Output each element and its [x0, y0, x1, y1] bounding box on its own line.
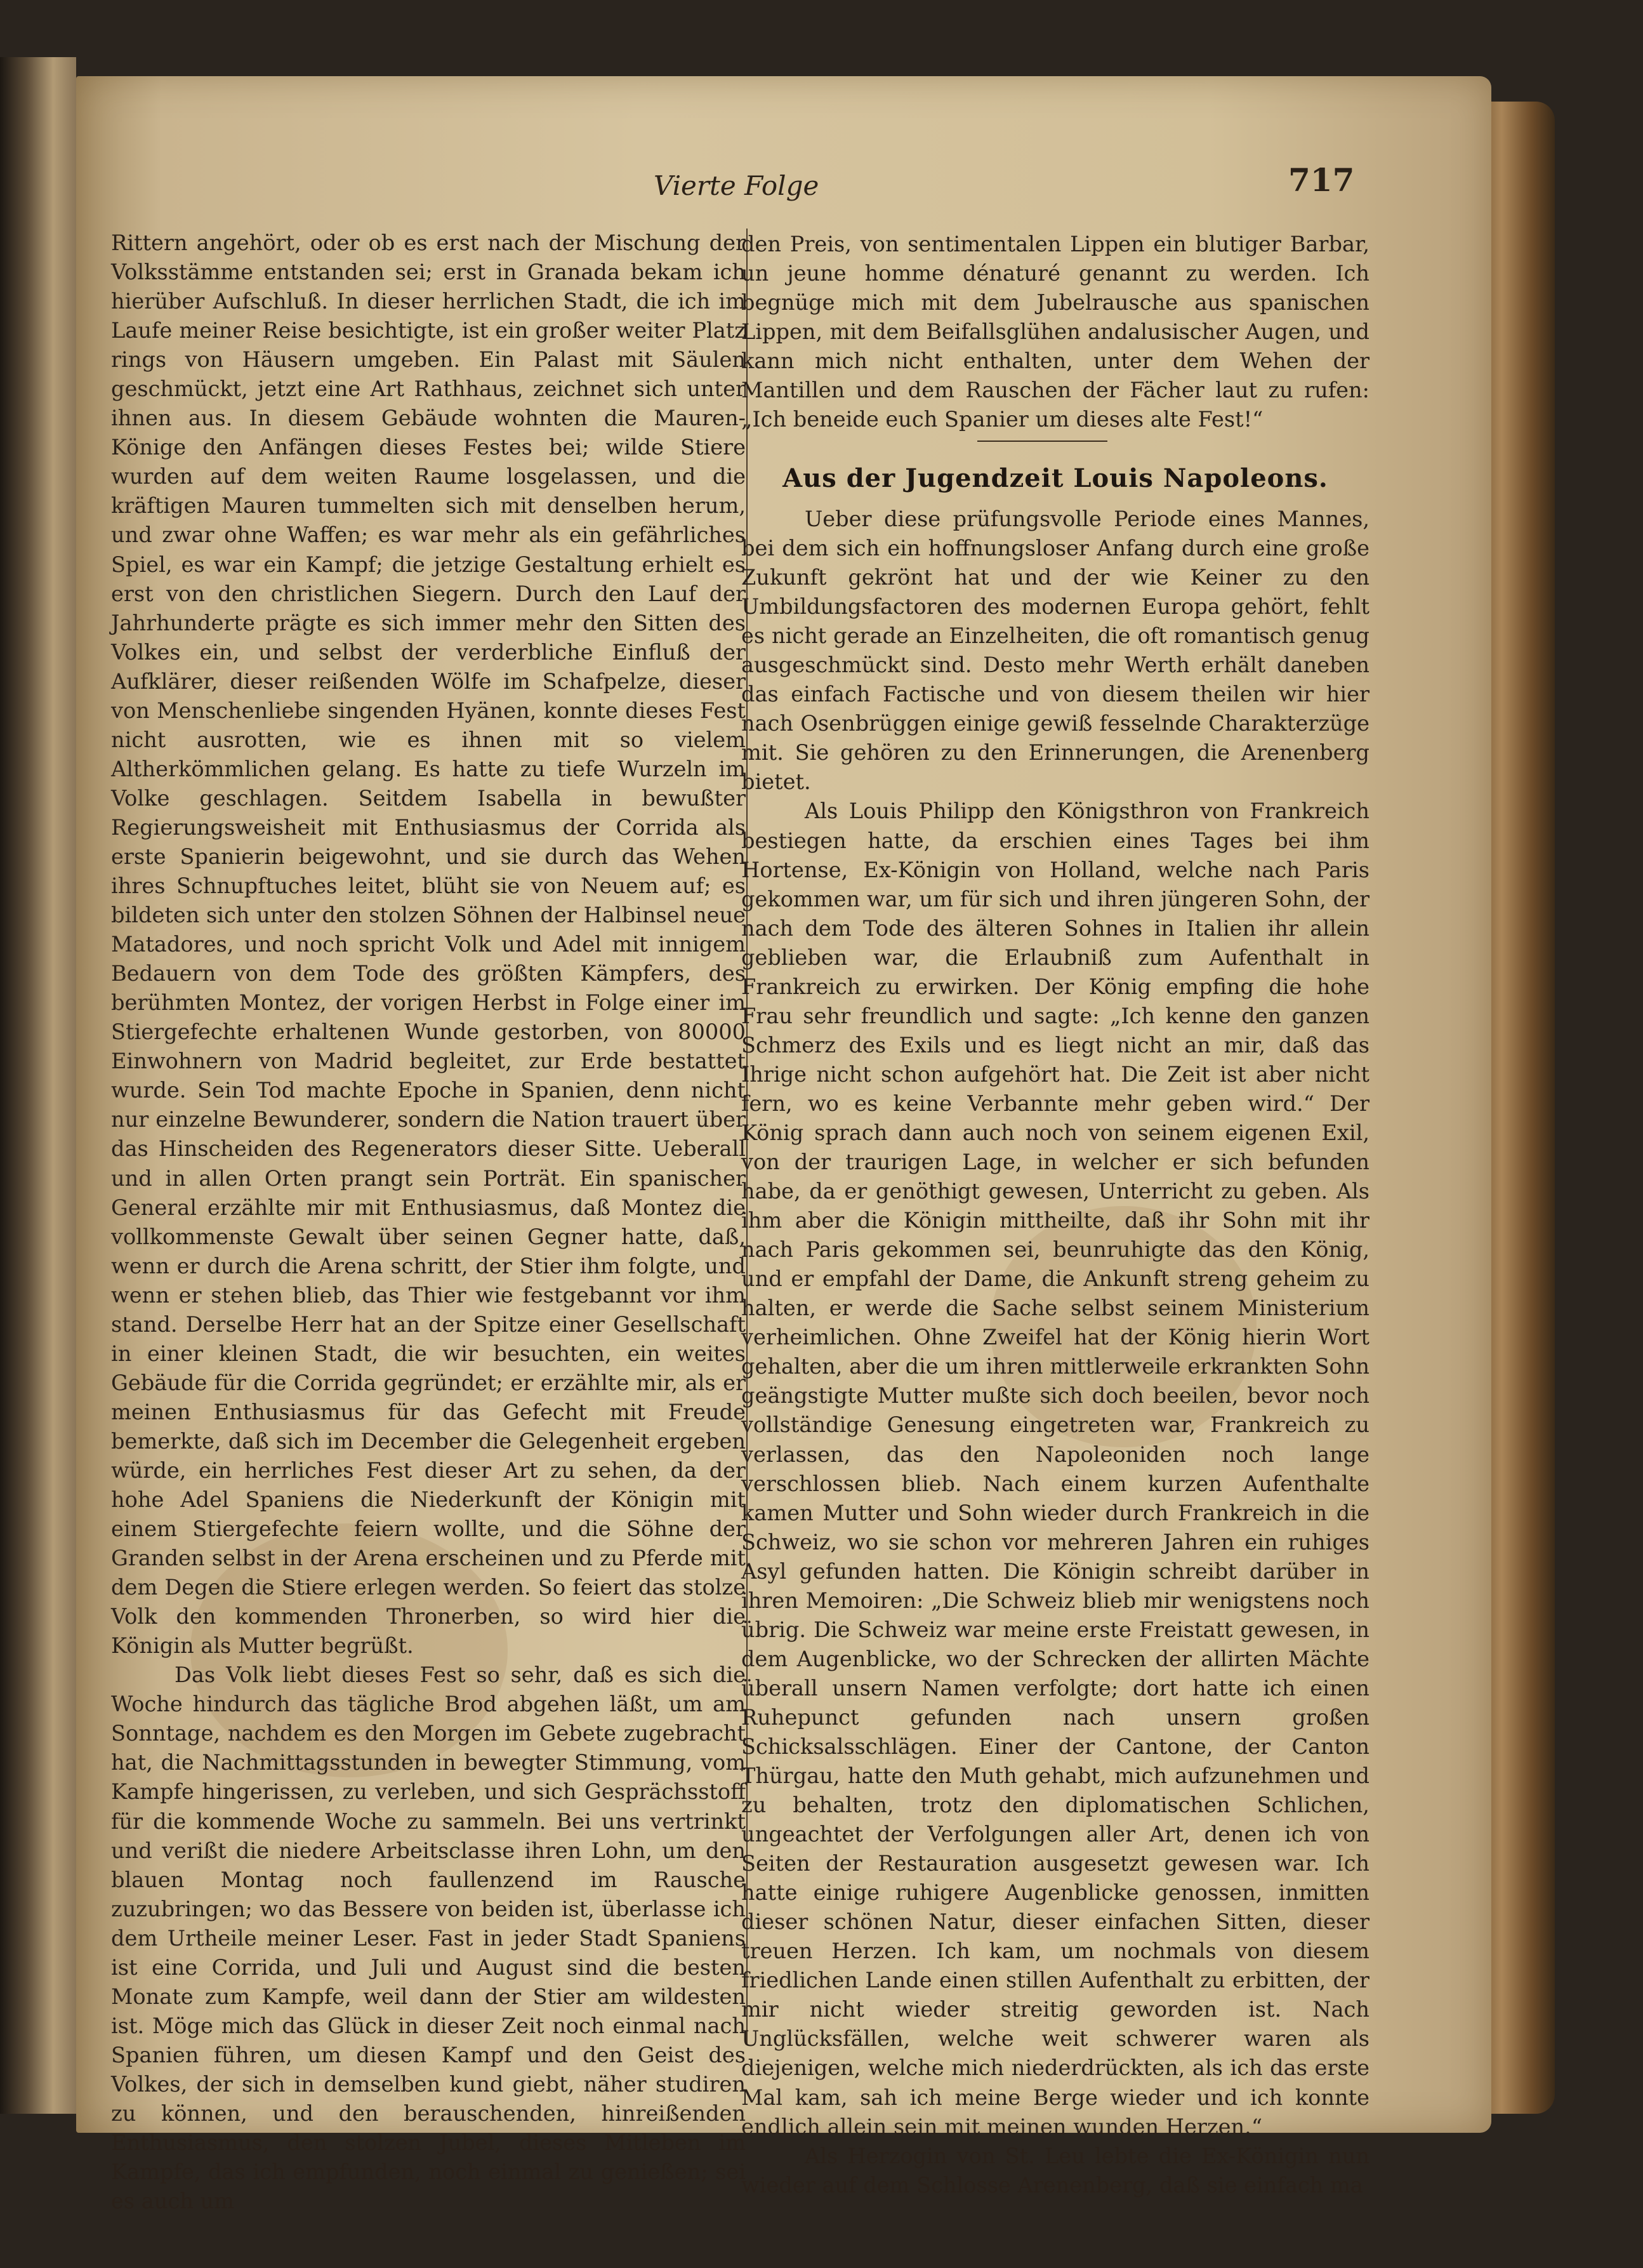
running-title: Vierte Folge: [654, 170, 819, 201]
article-title: Aus der Jugendzeit Louis Napoleons.: [782, 463, 1328, 493]
left-paragraph-1: Rittern angehört, oder ob es erst nach der Mischung der Volksstämme entstanden sei; erst in Granada bekam ich hierüber Aufschluß. In dieser herrlichen Stadt, die ich im Laufe meiner Reise besichtigte, ist ein großer weiter Platz rings von Häusern umgeben. Ein Palast mit Säulen geschmückt, jetzt eine Art Rathhaus, zeichnet sich unter ihnen aus. In diesem Gebäude wohnten die Mauren-Könige den Anfängen dieses Festes bei; wilde Stiere wurden auf dem weiten Raume losgelassen, und die kräftigen Mauren tummelten sich mit denselben herum, und zwar ohne Waffen; es war mehr als ein gefährliches Spiel, es war ein Kampf; die jetzige Gestaltung erhielt es erst von den christlichen Siegern. Durch den Lauf der Jahrhunderte prägte es sich immer mehr den Sitten des Volkes ein, und selbst der verderbliche Einfluß der Aufklärer, dieser reißenden Wölfe im Schafpelze, dieser von Menschenliebe singenden Hyänen, konnte dieses Fest nicht ausrotten, wie es ihnen mit so vielem Altherkömmlichen gelang. Es hatte zu tiefe Wurzeln im Volke geschlagen. Seitdem Isabella in bewußter Regierungsweisheit mit Enthusiasmus der Corrida als erste Spanierin beigewohnt, und sie durch das Wehen ihres Schnupftuches leitet, blüht sie von Neuem auf; es bildeten sich unter den stolzen Söhnen der Halbinsel neue Matadores, und noch spricht Volk und Adel mit innigem Bedauern von dem Tode des größten Kämpfers, des berühmten Montez, der vorigen Herbst in Folge einer im Stiergefechte erhaltenen Wunde gestorben, von 80000 Einwohnern von Madrid begleitet, zur Erde bestattet wurde. Sein Tod machte Epoche in Spanien, denn nicht nur einzelne Bewunderer, sondern die Nation trauert über das Hinscheiden des Regenerators dieser Sitte. Ueberall und in allen Orten prangt sein Porträt. Ein spanischer General erzählte mir mit Enthusiasmus, daß Montez die vollkommenste Gewalt über seinen Gegner hatte, daß, wenn er durch die Arena schritt, der Stier ihm folgte, und wenn er stehen blieb, das Thier wie festgebannt vor ihm stand. Derselbe Herr hat an der Spitze einer Gesellschaft in einer kleinen Stadt, die wir besuchten, ein weites Gebäude für die Corrida gegründet; er erzählte mir, als er meinen Enthusiasmus für das Gefecht mit Freude bemerkte, daß sich im December die Gelegenheit ergeben würde, ein herrliches Fest dieser Art zu sehen, da der hohe Adel Spaniens die Niederkunft der Königin mit einem Stiergefechte feiern wollte, und die Söhne der Granden selbst in der Arena erscheinen und zu Pferde mit dem Degen die Stiere erlegen werden. So feiert das stolze Volk den kommenden Thronerben, so wird hier die Königin als Mutter begrüßt.: [111, 230, 746, 1659]
right-paragraph-1: Ueber diese prüfungsvolle Periode eines Mannes, bei dem sich ein hoffnungsloser Anfang durch eine große Zukunft gekrönt hat und der wie Keiner zu den Umbildungsfactoren des modernen Europa gehört, fehlt es nicht gerade an Einzelheiten, die oft romantisch genug ausgeschmückt sind. Desto mehr Werth erhält daneben das einfach Factische und von diesem theilen wir hier nach Osenbrüggen einige gewiß fesselnde Charakterzüge mit. Sie gehören zu den Erinnerungen, die Arenenberg bietet.: [741, 507, 1369, 795]
left-paragraph-2: Das Volk liebt dieses Fest so sehr, daß es sich die Woche hindurch das tägliche Brod abgehen läßt, um am Sonntage, nachdem es den Morgen im Gebete zugebracht hat, die Nachmittagsstunden in bewegter Stimmung, vom Kampfe hingerissen, zu verleben, und sich Gesprächsstoff für die kommende Woche zu sammeln. Bei uns vertrinkt und verißt die niedere Arbeitsclasse ihren Lohn, um den blauen Montag noch faullenzend im Rausche zuzubringen; wo das Bessere von beiden ist, überlasse ich dem Urtheile meiner Leser. Fast in jeder Stadt Spaniens ist eine Corrida, und Juli und August sind die besten Monate zum Kampfe, weil dann der Stier am wildesten ist. Möge mich das Glück in dieser Zeit noch einmal nach Spanien führen, um diesen Kampf und den Geist des Volkes, der sich in demselben kund giebt, näher studiren zu können, und den berauschenden, hinreißenden Enthusiasmus, den stolzen Jubel, dieses Mitleben im Kampfe, das ich empfunden, noch einmal zu genießen; sei es auch um: [111, 1662, 746, 2214]
right-intro-paragraph: den Preis, von sentimentalen Lippen ein blutiger Barbar, un jeune homme dénaturé genannt zu werden. Ich begnüge mich mit dem Jubelrausche aus spanischen Lippen, mit dem Beifallsglühen andalusischer Augen, und kann mich nicht enthalten, unter dem Wehen der Mantillen und dem Rauschen der Fächer laut zu rufen: „Ich beneide euch Spanier um dieses alte Fest!“: [741, 232, 1369, 432]
left-column: [111, 229, 746, 2214]
right-paragraph-3: Als Herzogin von St. Leu lebte die Ex-Königin nun wieder auf dem Schlosse Arenenberg, daß sie einfach ma: [741, 2143, 1369, 2198]
previous-page-edge: [0, 57, 76, 2114]
right-intro-text: [741, 230, 1369, 434]
page-number: 717: [1288, 161, 1355, 199]
right-article-text: [741, 505, 1369, 2200]
right-paragraph-2: Als Louis Philipp den Königsthron von Frankreich bestiegen hatte, da erschien eines Tages bei ihm Hortense, Ex-Königin von Holland, welche nach Paris gekommen war, um für sich und ihren jüngeren Sohn, der nach dem Tode des älteren Sohnes in Italien ihr allein geblieben war, die Erlaubniß zum Aufenthalt in Frankreich zu erwirken. Der König empfing die hohe Frau sehr freundlich und sagte: „Ich kenne den ganzen Schmerz des Exils und es liegt nicht an mir, daß das Ihrige nicht schon aufgehört hat. Die Zeit ist aber nicht fern, wo es keine Verbannte mehr geben wird.“ Der König sprach dann auch noch von seinem eigenen Exil, von der traurigen Lage, in welcher er sich befunden habe, da er genöthigt gewesen, Unterricht zu geben. Als ihm aber die Königin mittheilte, daß ihr Sohn mit ihr nach Paris gekommen sei, beunruhigte das den König, und er empfahl der Dame, die Ankunft streng geheim zu halten, er werde die Sache selbst seinem Ministerium verheimlichen. Ohne Zweifel hat der König hierin Wort gehalten, aber die um ihren mittlerweile erkrankten Sohn geängstigte Mutter mußte sich doch beeilen, bevor noch vollständige Genesung eingetreten war, Frankreich zu verlassen, das den Napoleoniden noch lange verschlossen blieb. Nach einem kurzen Aufenthalte kamen Mutter und Sohn wieder durch Frankreich in die Schweiz, wo sie schon vor mehreren Jahren ein ruhiges Asyl gefunden hatten. Die Königin schreibt darüber in ihren Memoiren: „Die Schweiz blieb mir wenigstens noch übrig. Die Schweiz war meine erste Freistatt gewesen, in dem Augenblicke, wo der Schrecken der allirten Mächte überall unsern Namen verfolgte; dort hatte ich einen Ruhepunct gefunden nach unsern großen Schicksalsschlägen. Einer der Cantone, der Canton Thürgau, hatte den Muth gehabt, mich aufzunehmen und zu behalten, trotz den diplomatischen Schlichen, ungeachtet der Verfolgungen aller Art, denen ich von Seiten der Restauration ausgesetzt gewesen war. Ich hatte einige ruhigere Augenblicke genossen, inmitten dieser schönen Natur, dieser einfachen Sitten, dieser treuen Herzen. Ich kam, um nochmals von diesem friedlichen Lande einen stillen Aufenthalt zu erbitten, der mir nicht wieder streitig geworden ist. Nach Unglücksfällen, welche weit schwerer waren als diejenigen, welche mich niederdrückten, als ich das erste Mal kam, sah ich meine Berge wieder und ich konnte endlich allein sein mit meinen wunden Herzen.“: [741, 799, 1369, 2139]
section-divider-rule: [977, 441, 1107, 442]
